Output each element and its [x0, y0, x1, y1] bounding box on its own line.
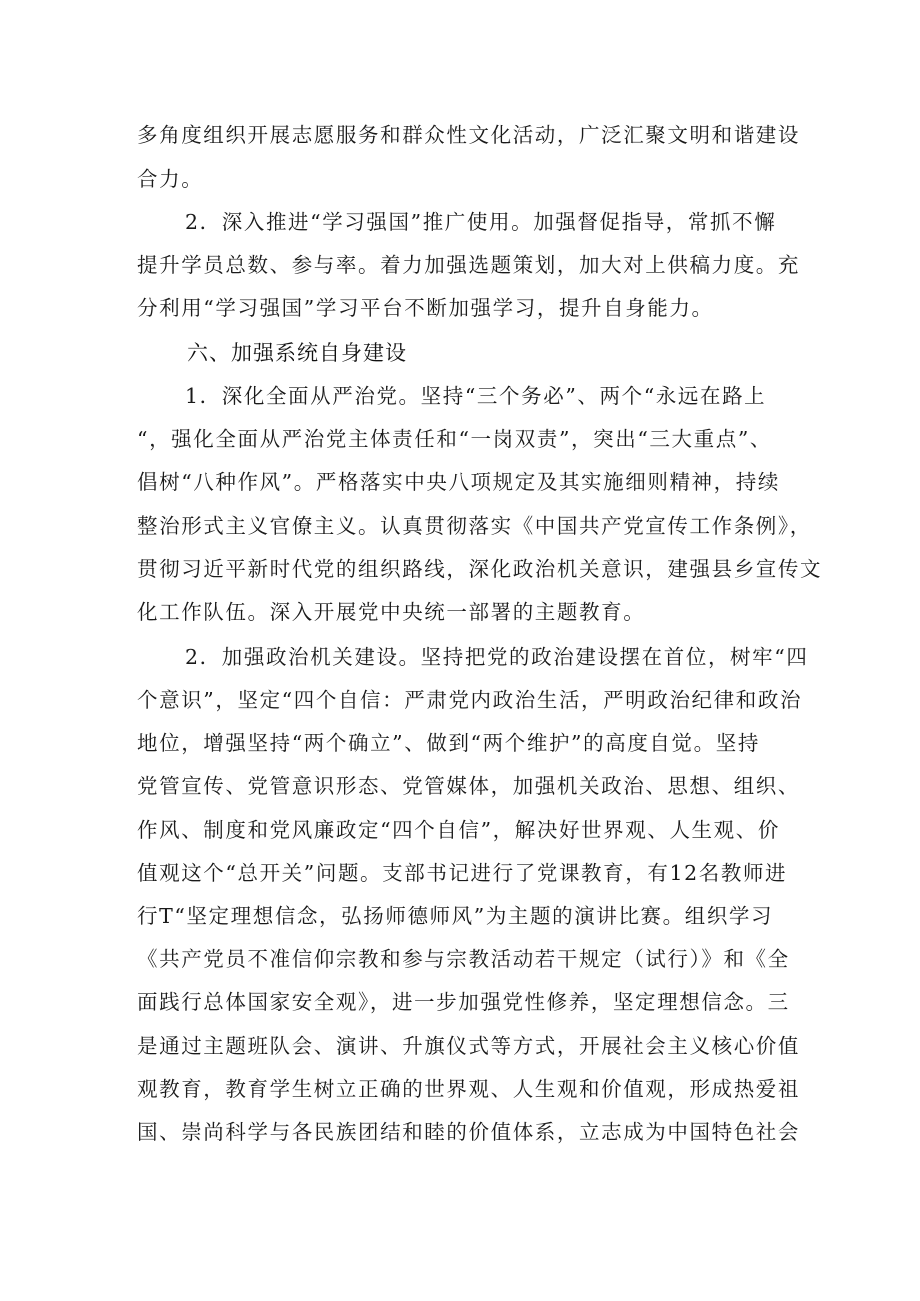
- text-line: 面践行总体国家安全观》，进一步加强党性修养，坚定理想信念。三: [137, 990, 790, 1014]
- text-line: 个意识”，坚定“四个自信：严肃党内政治生活，严明政治纪律和政治: [137, 688, 803, 712]
- text-line: “，强化全面从严治党主体责任和“一岗双责”，突出“三大重点”、: [137, 427, 772, 451]
- text-line: 化工作队伍。深入开展党中央统一部署的主题教育。: [137, 600, 646, 624]
- text-line: 倡树“八种作风”。严格落实中央八项规定及其实施细则精神，持续: [137, 470, 780, 494]
- text-line: 2．深入推进“学习强国”推广使用。加强督促指导，常抓不懈: [185, 210, 777, 234]
- text-line: 整治形式主义官僚主义。认真贯彻落实《中国共产党宣传工作条例》，: [137, 514, 812, 538]
- text-line: 党管宣传、党管意识形态、党管媒体，加强机关政治、思想、组织、: [137, 774, 800, 798]
- text-line: 多角度组织开展志愿服务和群众性文化活动，广泛汇聚文明和谐建设: [137, 123, 800, 147]
- text-line: 贯彻习近平新时代党的组织路线，深化政治机关意识，建强县乡宣传文: [137, 557, 823, 581]
- text-line: 行T“坚定理想信念，弘扬师德师风”为主题的演讲比赛。组织学习: [137, 904, 774, 928]
- text-line: 是通过主题班队会、演讲、升旗仪式等方式，开展社会主义核心价值: [137, 1034, 800, 1058]
- text-line: 合力。: [137, 167, 204, 191]
- text-line: 分利用“学习强国”学习平台不断加强学习，提升自身能力。: [137, 296, 714, 320]
- text-line: 地位，增强坚持“两个确立”、做到“两个维护”的高度自觉。坚持: [137, 731, 760, 755]
- text-line: 国、崇尚科学与各民族团结和睦的价值体系，立志成为中国特色社会: [137, 1120, 800, 1144]
- text-line: 观教育，教育学生树立正确的世界观、人生观和价值观，形成热爱祖: [137, 1077, 800, 1101]
- section-heading: 六、加强系统自身建设: [187, 341, 407, 365]
- text-line: 值观这个“总开关”问题。支部书记进行了党课教育，有12名教师进: [137, 861, 788, 885]
- text-line: 作风、制度和党风廉政定“四个自信”，解决好世界观、人生观、价: [137, 818, 780, 842]
- text-line: 提升学员总数、参与率。着力加强选题策划，加大对上供稿力度。充: [137, 253, 800, 277]
- text-line: 《共产党员不准信仰宗教和参与宗教活动若干规定（试行）》和《全: [137, 947, 790, 971]
- text-line: 2．加强政治机关建设。坚持把党的政治建设摆在首位，树牢“四: [185, 645, 809, 669]
- text-line: 1．深化全面从严治党。坚持“三个务必”、两个“永远在路上: [185, 384, 767, 408]
